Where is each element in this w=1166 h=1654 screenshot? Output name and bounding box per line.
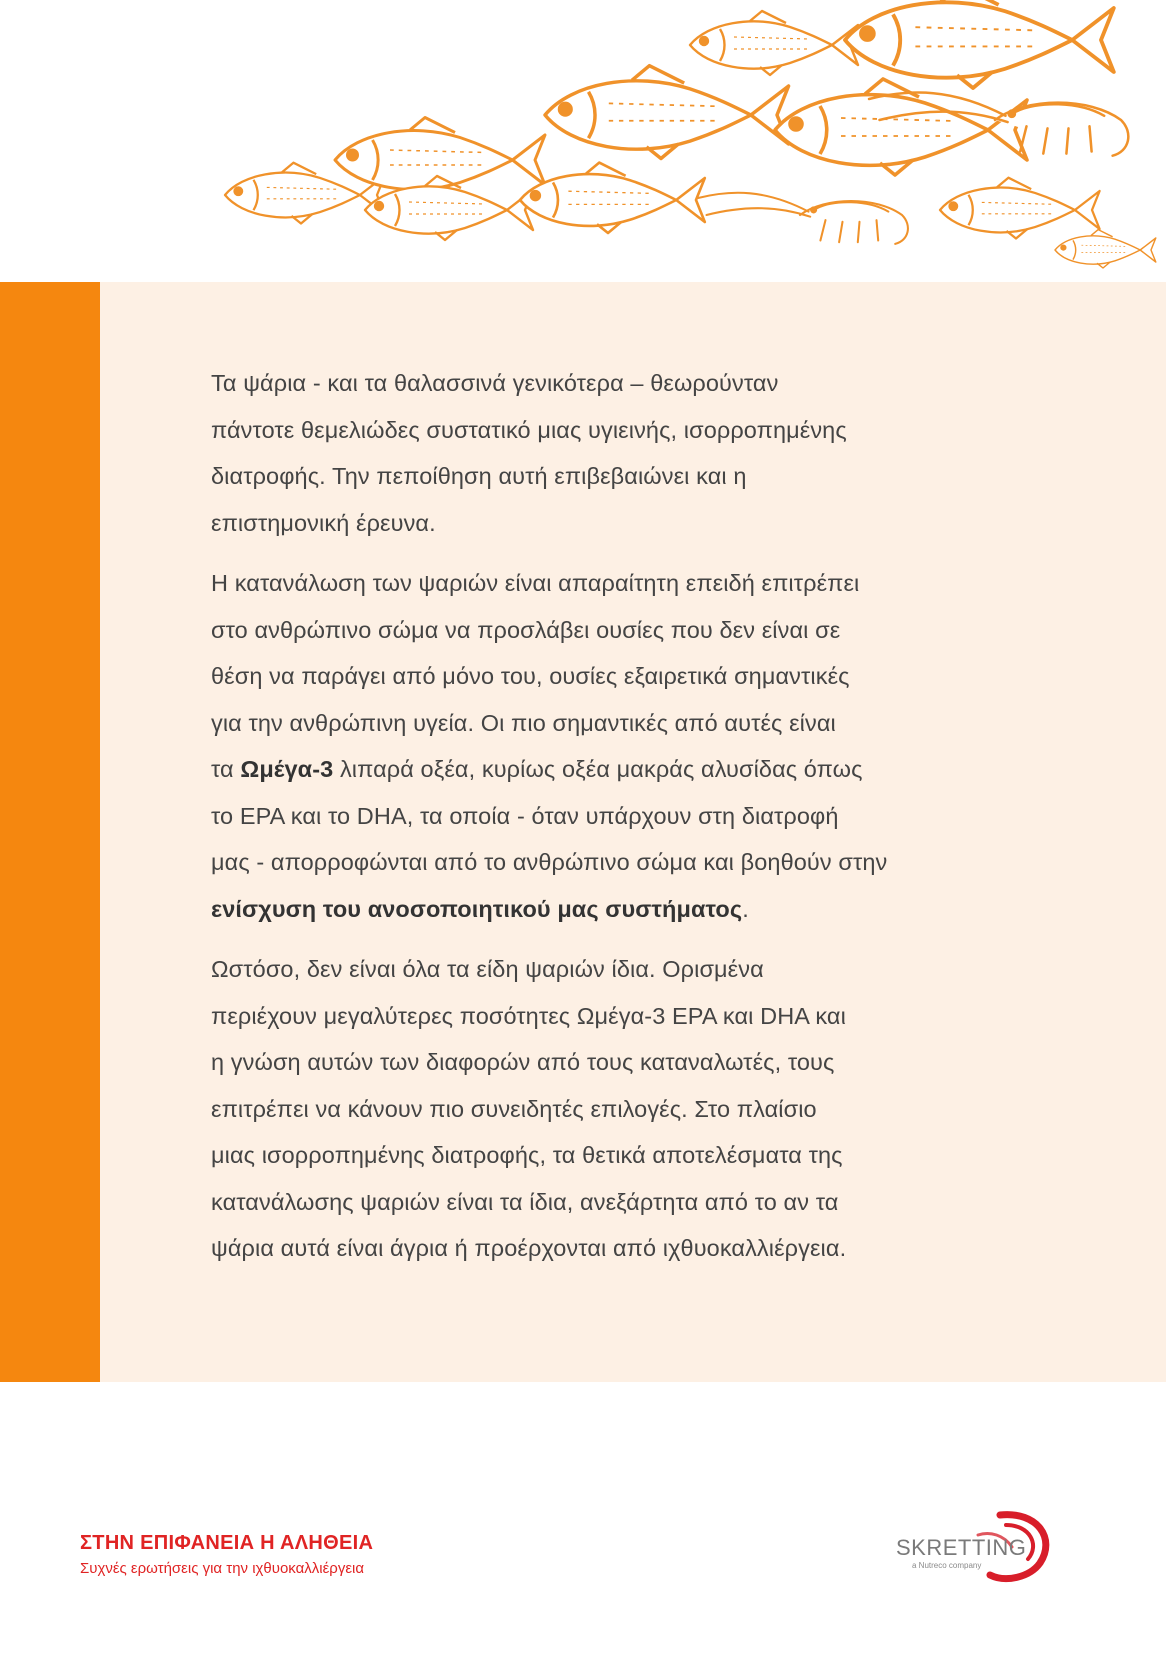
text-segment: το EPA και το DHA, τα οποία - όταν υπάρχουν στη διατροφή (211, 802, 839, 829)
text-segment: διατροφής. Την πεποίθηση αυτή επιβεβαιώνει και η (211, 463, 747, 489)
text-line (211, 500, 1051, 547)
content-panel (0, 282, 1166, 1382)
shrimp-2 (698, 193, 908, 244)
emphasis-text: Ωμέγα-3 (240, 756, 334, 782)
text-line (211, 1225, 1051, 1272)
text-line (211, 453, 1051, 500)
text-segment: . (742, 895, 749, 922)
text-segment: στο ανθρώπινο σώμα να προσλάβει ουσίες που δεν είναι σε (211, 616, 841, 643)
text-segment: για την ανθρώπινη υγεία. Οι πιο σημαντικές από αυτές είναι (211, 709, 836, 736)
text-line (211, 653, 1051, 700)
text-line (211, 407, 1051, 454)
text-line (211, 1086, 1051, 1133)
text-segment: ψάρια αυτά είναι άγρια ή προέρχονται από ιχθυοκαλλιέργεια. (211, 1235, 847, 1261)
paragraph (211, 946, 1051, 1272)
text-segment: τα (211, 756, 241, 782)
text-line (211, 1132, 1051, 1179)
text-segment: περιέχουν μεγαλύτερες ποσότητες Ωμέγα-3 EPA και DHA και (211, 1002, 846, 1029)
text-line (211, 1039, 1051, 1086)
text-segment: πάντοτε θεμελιώδες συστατικό μιας υγιεινής, ισορροπημένης (211, 416, 847, 443)
accent-bar (0, 282, 100, 1382)
text-segment: μιας ισορροπημένης διατροφής, τα θετικά αποτελέσματα της (211, 1142, 843, 1168)
text-segment: μας - απορροφώνται από το ανθρώπινο σώμα και βοηθούν στην (211, 849, 888, 875)
fish-illustration (0, 0, 1166, 282)
text-segment: Η κατανάλωση των ψαριών είναι απαραίτητη επειδή επιτρέπει (211, 570, 860, 596)
text-segment: επιστημονική έρευνα. (211, 509, 436, 536)
emphasis-text: ενίσχυση του ανοσοποιητικού μας συστήματος (211, 895, 743, 922)
fish-10 (1055, 230, 1156, 268)
fish-2 (335, 118, 545, 198)
text-line (211, 946, 1051, 993)
logo-tagline: a Nutreco company (912, 1561, 982, 1570)
text-line (211, 886, 1051, 933)
text-line (211, 993, 1051, 1040)
text-line (211, 607, 1051, 654)
fish-9 (940, 178, 1100, 239)
paragraph (211, 360, 1051, 546)
text-line (211, 746, 1051, 793)
fish-7 (845, 0, 1114, 88)
logo-wordmark: SKRETTING (896, 1535, 1027, 1560)
text-segment: Ωστόσο, δεν είναι όλα τα είδη ψαριών ίδια. Ορισμένα (211, 956, 764, 982)
text-line (211, 560, 1051, 607)
text-line (211, 839, 1051, 886)
skretting-logo (880, 1505, 1060, 1585)
fish-5 (545, 66, 789, 159)
fish-4 (520, 163, 705, 233)
text-segment: θέση να παράγει από μόνο του, ουσίες εξαιρετικά σημαντικές (211, 663, 850, 689)
footer-subtitle: Συχνές ερωτήσεις για την ιχθυοκαλλιέργεια (80, 1560, 365, 1577)
text-segment: λιπαρά οξέα, κυρίως οξέα μακράς αλυσίδας όπως (333, 756, 863, 782)
text-line (211, 360, 1051, 407)
text-segment: κατανάλωσης ψαριών είναι τα ίδια, ανεξάρτητα από το αν τα (211, 1188, 839, 1215)
text-line (211, 1179, 1051, 1226)
text-segment: η γνώση αυτών των διαφορών από τους καταναλωτές, τους (211, 1049, 835, 1075)
text-segment: επιτρέπει να κάνουν πιο συνειδητές επιλογές. Στο πλαίσιο (211, 1095, 817, 1122)
article-body (211, 360, 1051, 1272)
text-segment: Τα ψάρια - και τα θαλασσινά γενικότερα – θεωρούνταν (211, 370, 779, 396)
text-line (211, 700, 1051, 747)
fish-6 (690, 11, 858, 75)
paragraph (211, 560, 1051, 932)
footer-title: ΣΤΗΝ ΕΠΙΦΑΝΕΙΑ Η ΑΛΗΘΕΙΑ (80, 1532, 374, 1554)
text-line (211, 793, 1051, 840)
